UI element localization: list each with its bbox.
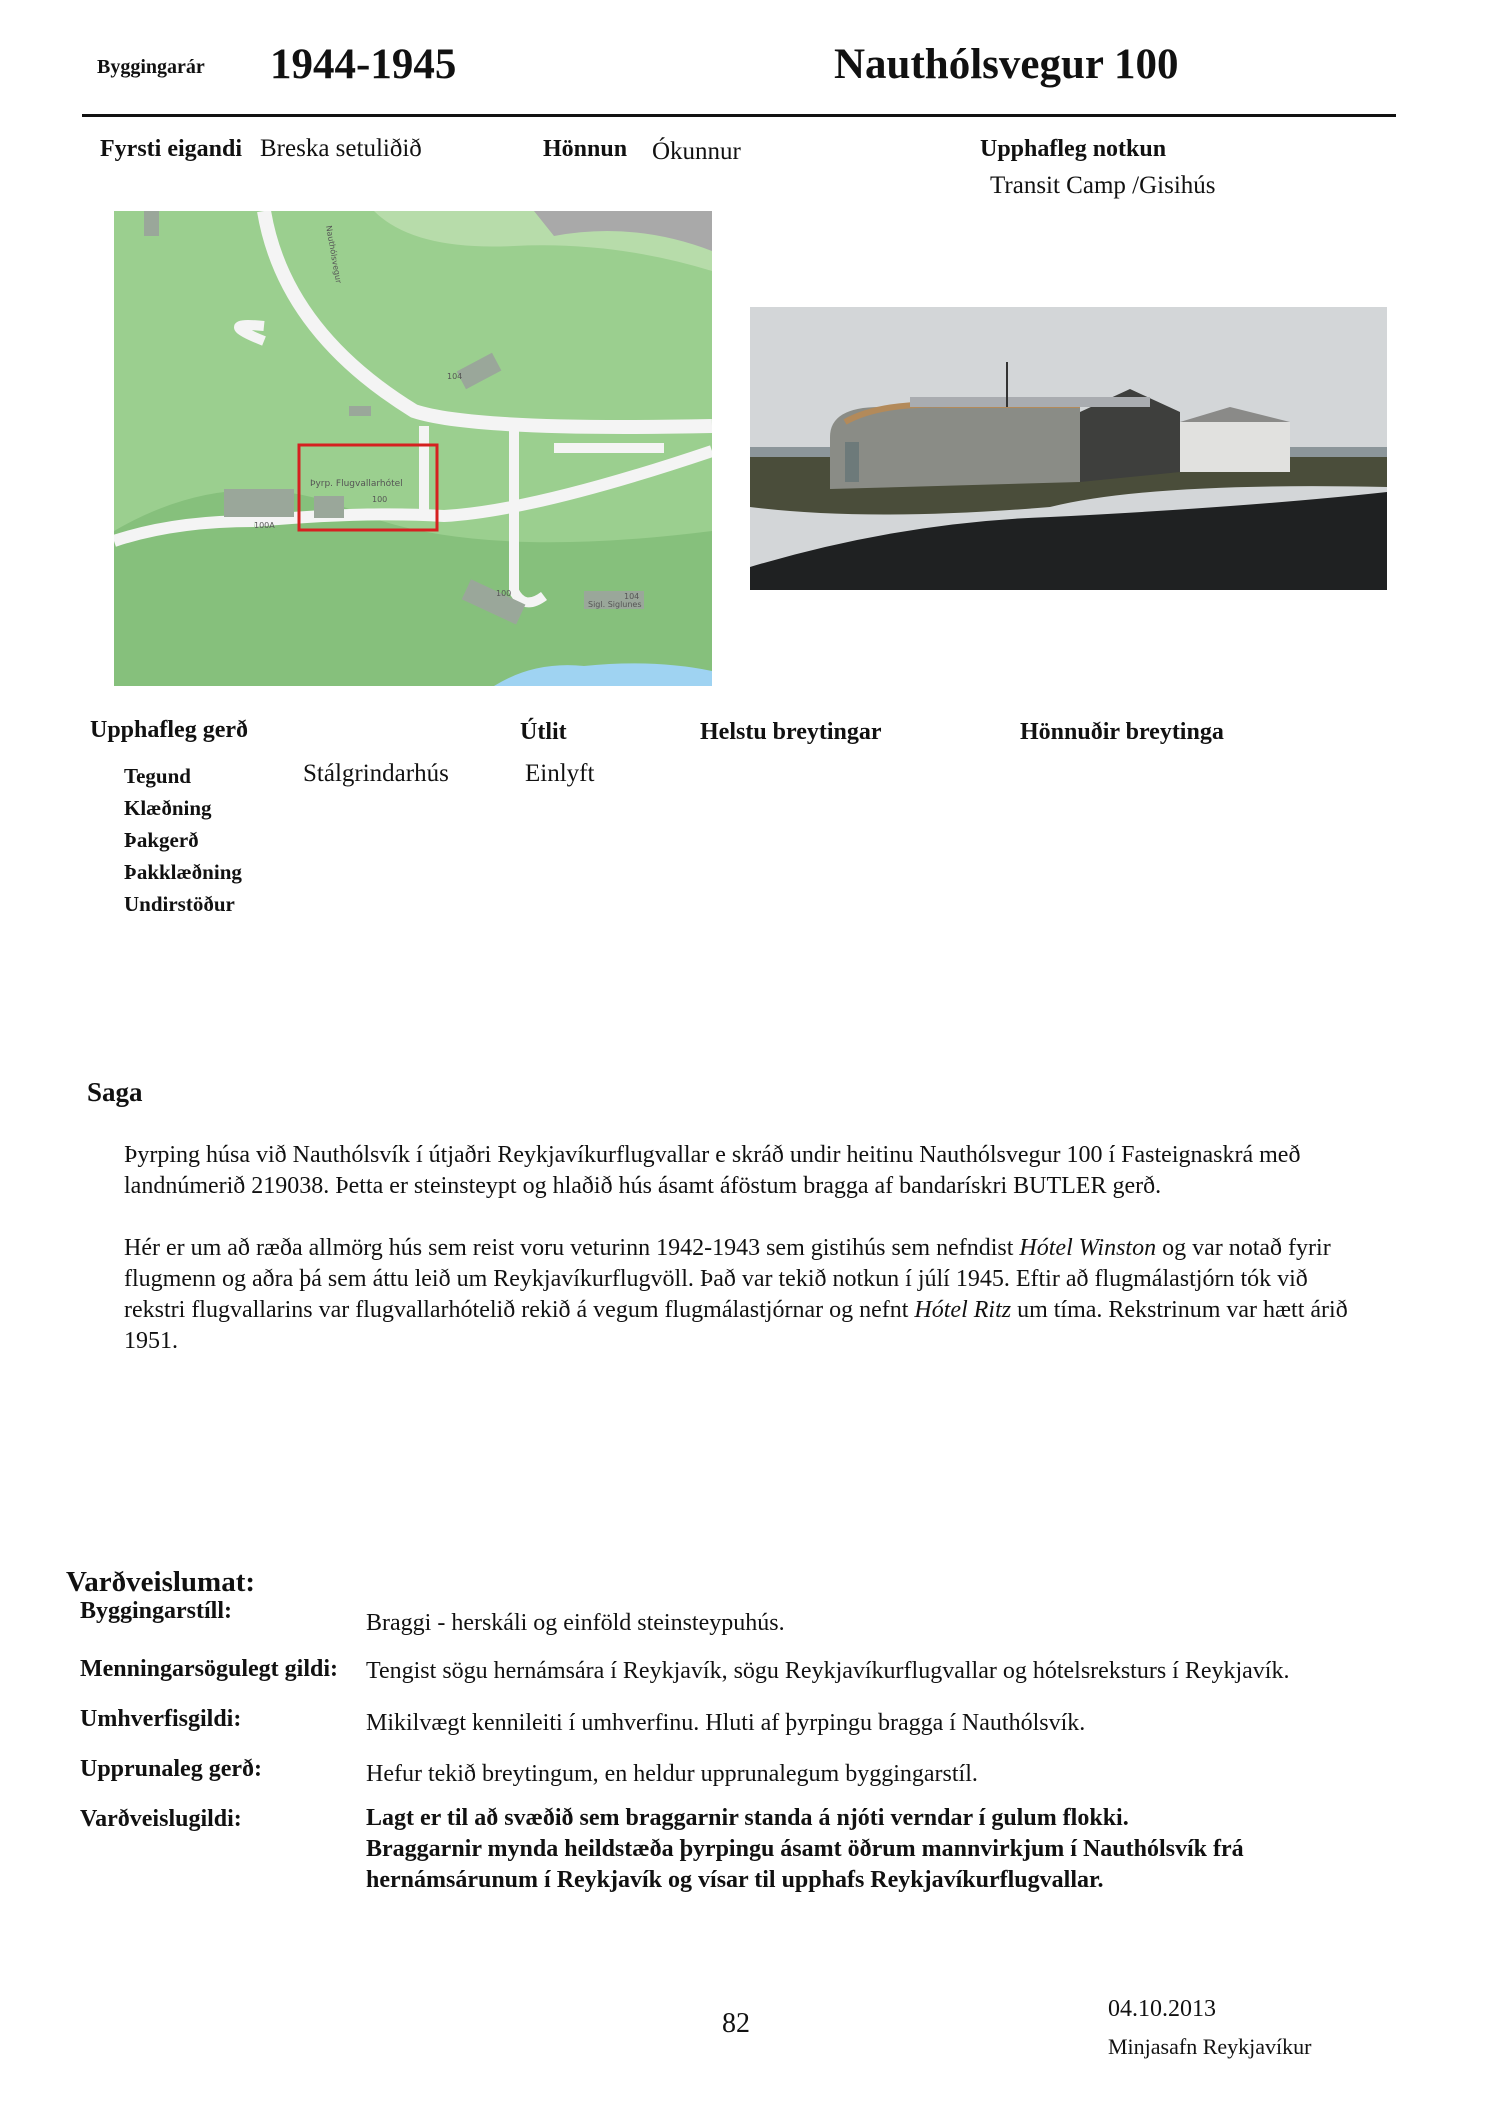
map-building-main — [224, 489, 294, 517]
appearance-heading: Útlit — [520, 719, 567, 745]
conservation-value-line: Braggarnir mynda heildstæða þyrpingu ásamt öðrum mannvirkjum í Nauthólsvík frá — [366, 1836, 1244, 1862]
appearance-value: Einlyft — [525, 760, 595, 787]
photo-quonset — [830, 407, 1080, 489]
form-labels — [124, 764, 242, 924]
original-form-heading: Upphafleg gerð — [90, 717, 248, 743]
design-label: Hönnun — [543, 136, 628, 162]
style-label: Byggingarstíll: — [80, 1598, 233, 1624]
conservation-title: Varðveislumat: — [66, 1566, 256, 1598]
environment-value: Mikilvægt kennileiti í umhverfinu. Hluti af þyrpingu bragga í Nauthólsvík. — [366, 1710, 1086, 1736]
map-building — [144, 211, 159, 236]
type-value: Stálgrindarhús — [303, 760, 449, 787]
year-label: Byggingarár — [97, 56, 205, 78]
design-value: Ókunnur — [652, 138, 741, 165]
map-path — [554, 443, 664, 453]
building-photo — [750, 307, 1387, 590]
saga-p2-text — [124, 1233, 1374, 1357]
first-owner-label: Fyrsti eigandi — [100, 136, 242, 162]
form-label-type: Tegund — [124, 764, 191, 788]
map-label: 100A — [254, 521, 275, 530]
map-label-road: Nauthólsvegur — [324, 224, 344, 285]
photo-door — [845, 442, 859, 482]
years: 1944-1945 — [270, 41, 457, 88]
map-building — [349, 406, 371, 416]
change-designers-heading: Hönnuðir breytinga — [1020, 719, 1224, 745]
environment-label: Umhverfisgildi: — [80, 1706, 242, 1732]
form-label-foundation: Undirstöður — [124, 892, 235, 916]
saga-p1-text: Þyrping húsa við Nauthólsvík í útjaðri Reykjavíkurflugvallar e skráð undir heitinu Nauthólsvegur 100 í Fasteignaskrá með landnúmerið 219038. Þetta er steinsteypt og hlaðið hús ásamt áföstum bragga af bandarískri BUTLER gerð. — [124, 1142, 1301, 1199]
cultural-value: Tengist sögu hernámsára í Reykjavík, sögu Reykjavíkurflugvallar og hótelsreksturs í Reykjavík. — [366, 1658, 1290, 1684]
saga-paragraph-1 — [124, 1140, 1374, 1202]
saga-p2-part-b: og var notað fyrir flugmenn og aðra þá sem áttu leið um Reykjavíkurflugvöll. Það var tekið notkun í júlí 1945. Eftir að flugmálastjórn tók við rekstri flugvallarins var flugvallarhótelið rekið á vegum flugmálastjórnar og nefnt — [124, 1235, 1331, 1323]
footer-publisher: Minjasafn Reykjavíkur — [1108, 2034, 1312, 2059]
saga-title: Saga — [87, 1077, 143, 1107]
map-label: Sigl. Siglunes — [588, 600, 642, 609]
cultural-label: Menningarsögulegt gildi: — [80, 1656, 339, 1682]
map-label: 100 — [496, 589, 512, 598]
map-label: 104 — [624, 592, 640, 601]
page-title: Nauthólsvegur 100 — [834, 41, 1179, 88]
form-label-roof-type: Þakgerð — [124, 828, 199, 852]
photo-hangar — [910, 397, 1150, 407]
photo-white-building — [1180, 422, 1290, 472]
form-label-roof-cladding: Þakklæðning — [124, 860, 242, 884]
location-map — [114, 211, 712, 686]
original-form-value: Hefur tekið breytingum, en heldur upprunalegum byggingarstíl. — [366, 1761, 978, 1787]
conservation-value-line: hernámsárunum í Reykjavík og vísar til upphafs Reykjavíkurflugvallar. — [366, 1867, 1104, 1893]
form-label-cladding: Klæðning — [124, 796, 212, 820]
saga-p2-part-a: Hér er um að ræða allmörg hús sem reist voru veturinn 1942-1943 sem gistihús sem nefndist — [124, 1235, 1020, 1261]
conservation-value-line: Lagt er til að svæðið sem braggarnir standa á njóti verndar í gulum flokki. — [366, 1805, 1129, 1831]
style-value: Braggi - herskáli og einföld steinsteypuhús. — [366, 1610, 785, 1636]
first-owner-value: Breska setuliðið — [260, 135, 422, 162]
original-form-label: Upprunaleg gerð: — [80, 1756, 262, 1782]
main-changes-heading: Helstu breytingar — [700, 719, 882, 745]
saga-paragraph-2 — [124, 1233, 1374, 1357]
conservation-value-label: Varðveislugildi: — [80, 1806, 242, 1832]
map-label-hotel: Þyrp. Flugvallarhótel — [310, 479, 403, 489]
page-number: 82 — [722, 2008, 750, 2039]
header-rule — [82, 114, 1396, 117]
saga-p2-part-c: um tíma. Rekstrinum var hætt árið 1951. — [124, 1297, 1348, 1354]
hotel-winston: Hótel Winston — [1019, 1235, 1157, 1261]
footer-date: 04.10.2013 — [1108, 1996, 1216, 2022]
hotel-ritz: Hótel Ritz — [914, 1297, 1012, 1323]
original-use-label: Upphafleg notkun — [980, 136, 1167, 162]
conservation-value-text — [366, 1803, 1366, 1896]
map-label: 104 — [447, 372, 463, 381]
original-use-value: Transit Camp /Gisihús — [990, 172, 1216, 199]
map-building — [314, 496, 344, 518]
map-label: 100 — [372, 495, 388, 504]
